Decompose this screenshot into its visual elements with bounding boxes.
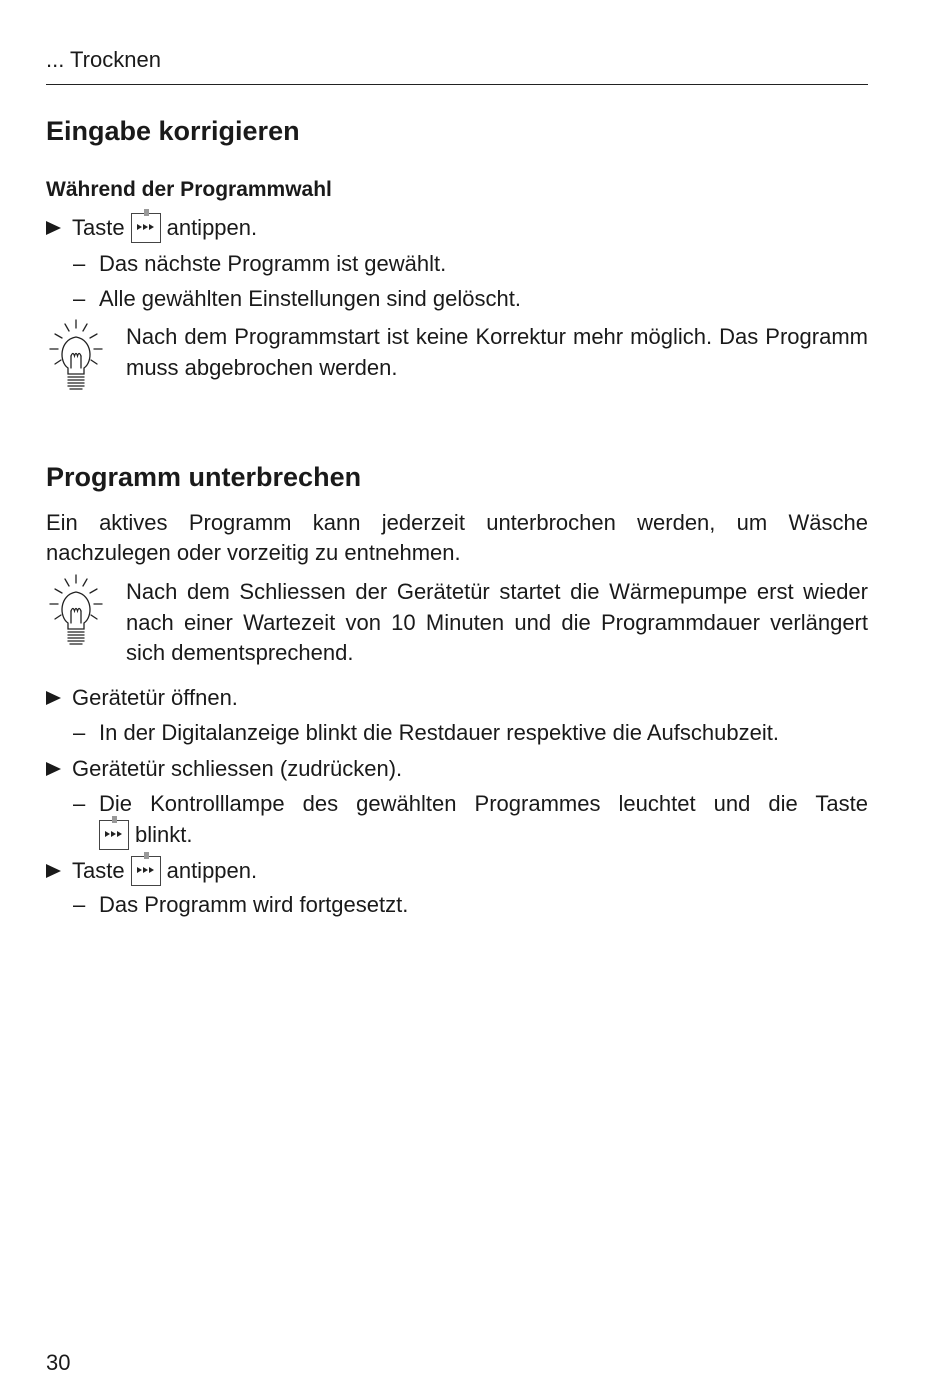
start-key-icon	[131, 213, 161, 243]
lightbulb-icon	[46, 318, 116, 398]
triangle-arrow-icon	[46, 864, 61, 878]
section-title-correct-input: Eingabe korrigieren	[46, 116, 300, 146]
step-tap-key: Taste antippen.	[46, 213, 868, 243]
start-key-icon	[99, 820, 129, 850]
triangle-arrow-icon	[46, 221, 61, 235]
intro-paragraph: Ein aktives Programm kann jederzeit unterbrochen werden, um Wäsche nachzulegen oder vorzeitig zu entnehmen.	[46, 510, 868, 565]
section-title-interrupt: Programm unterbrechen	[46, 462, 362, 492]
tip-text: Nach dem Schliessen der Gerätetür startet die Wärmepumpe erst wieder nach einer Wartezeit von 10 Minuten und die Programmdauer verlängert sich dementsprechend.	[126, 579, 868, 665]
lightbulb-icon	[46, 573, 116, 653]
result-item: – In der Digitalanzeige blinkt die Restdauer respektive die Aufschubzeit.	[73, 720, 779, 745]
triangle-arrow-icon	[46, 762, 61, 776]
page-number: 30	[46, 1350, 71, 1375]
subsection-title: Während der Programmwahl	[46, 178, 332, 201]
start-key-icon	[131, 856, 161, 886]
tip-box	[46, 577, 868, 669]
result-item: – Die Kontrolllampe des gewählten Programmes leuchtet und die Taste	[73, 791, 868, 816]
result-item: – Alle gewählten Einstellungen sind gelöscht.	[73, 286, 521, 311]
tip-text: Nach dem Programmstart ist keine Korrektur mehr möglich. Das Programm muss abgebrochen werden.	[126, 324, 868, 380]
tip-box	[46, 322, 868, 383]
step-close-door: Gerätetür schliessen (zudrücken).	[46, 754, 868, 784]
running-header: ... Trocknen	[46, 47, 161, 72]
result-item-continued: blinkt.	[46, 820, 868, 850]
result-item: – Das nächste Programm ist gewählt.	[73, 251, 447, 276]
header-rule	[46, 84, 868, 85]
step-open-door: Gerätetür öffnen.	[46, 683, 868, 713]
step-tap-key: Taste antippen.	[46, 856, 868, 886]
result-item: – Das Programm wird fortgesetzt.	[73, 892, 409, 917]
triangle-arrow-icon	[46, 691, 61, 705]
